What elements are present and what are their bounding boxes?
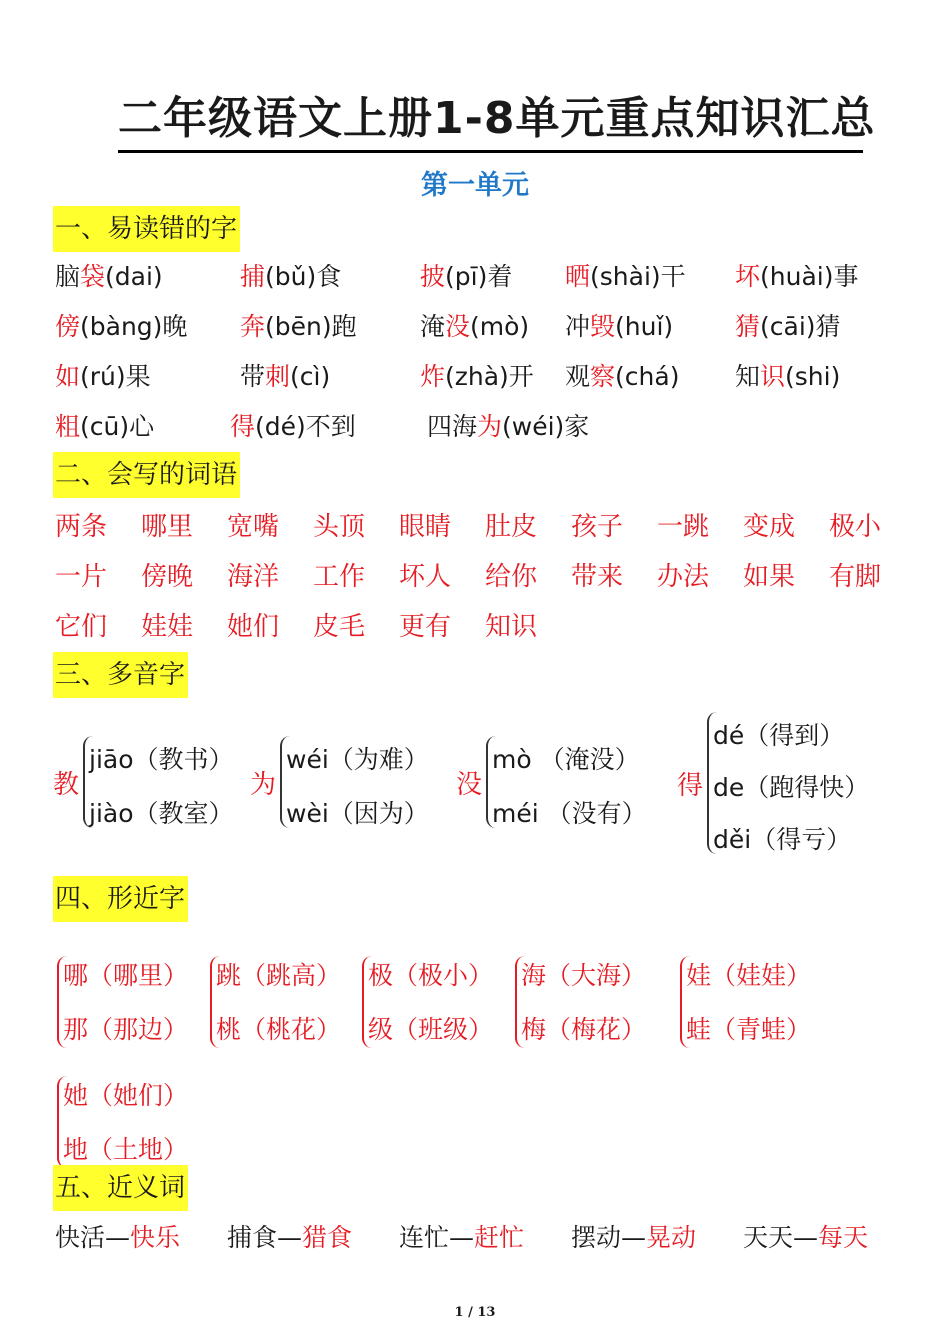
misread-pinyin: (shi) (785, 362, 841, 391)
polyphone-char: 教 (53, 770, 80, 800)
word-item: 工作 (313, 562, 366, 592)
misread-char: 捕 (240, 262, 266, 291)
misread-char: 奔 (240, 312, 266, 341)
synonym-match: 晃动 (646, 1223, 697, 1252)
misread-item (565, 252, 686, 302)
similar-char-item: 海（大海） (521, 961, 647, 990)
misread-item (735, 252, 858, 302)
word-item: 坏人 (399, 562, 452, 592)
misread-pinyin: (huǐ) (615, 312, 674, 341)
similar-char-item: 级（班级） (368, 1015, 494, 1044)
misread-char: 猜 (735, 312, 761, 341)
word-item: 孩子 (571, 512, 624, 542)
misread-item (427, 402, 589, 452)
misread-prefix: 淹 (420, 312, 446, 341)
word-item: 办法 (657, 562, 710, 592)
misread-pinyin: (bēn)跑 (265, 312, 357, 341)
misread-prefix: 脑 (55, 262, 81, 291)
polyphone-char: 为 (250, 770, 277, 800)
misread-item (55, 302, 187, 352)
word-item: 皮毛 (313, 612, 366, 642)
word-item: 两条 (55, 512, 108, 542)
misread-char: 披 (420, 262, 446, 291)
section-heading-similar: 四、形近字 (53, 876, 188, 922)
synonym-word: 天天— (743, 1223, 819, 1252)
misread-pinyin: (wéi)家 (502, 412, 590, 441)
synonym-match: 赶忙 (474, 1223, 525, 1252)
word-item: 海洋 (227, 562, 280, 592)
misread-char: 察 (590, 362, 616, 391)
polyphone-reading: de（跑得快） (713, 773, 870, 802)
synonym-word: 捕食— (227, 1223, 303, 1252)
synonym-item (743, 1213, 868, 1263)
misread-prefix: 冲 (565, 312, 591, 341)
polyphone-reading: děi（得亏） (713, 825, 852, 854)
misread-char: 没 (445, 312, 471, 341)
misread-prefix: 观 (565, 362, 591, 391)
similar-char-item: 她（她们） (63, 1081, 189, 1110)
word-item: 娃娃 (141, 612, 194, 642)
misread-pinyin: (cì) (290, 362, 331, 391)
word-item: 变成 (743, 512, 796, 542)
similar-char-item: 蛙（青蛙） (686, 1015, 812, 1044)
misread-pinyin: (dai) (105, 262, 163, 291)
similar-char-item: 哪（哪里） (63, 961, 189, 990)
misread-item (735, 352, 840, 402)
misread-char: 炸 (420, 362, 446, 391)
unit-heading: 第一单元 (421, 170, 529, 201)
misread-pinyin: (shài)干 (590, 262, 686, 291)
polyphone-reading: wèi（因为） (286, 799, 429, 828)
synonym-item (399, 1213, 524, 1263)
synonym-word: 快活— (55, 1223, 131, 1252)
section-heading-synonyms: 五、近义词 (53, 1165, 188, 1211)
synonym-item (55, 1213, 180, 1263)
misread-item (565, 302, 673, 352)
word-item: 极小 (829, 512, 882, 542)
word-item: 宽嘴 (227, 512, 280, 542)
word-item: 肚皮 (485, 512, 538, 542)
misread-char: 为 (477, 412, 503, 441)
misread-char: 毁 (590, 312, 616, 341)
misread-char: 粗 (55, 412, 81, 441)
word-item: 给你 (485, 562, 538, 592)
word-item: 她们 (227, 612, 280, 642)
misread-item (565, 352, 679, 402)
word-item: 一片 (55, 562, 108, 592)
misread-pinyin: (cū)心 (80, 412, 155, 441)
misread-pinyin: (mò) (470, 312, 530, 341)
misread-item (735, 302, 841, 352)
misread-char: 刺 (265, 362, 291, 391)
misread-char: 识 (760, 362, 786, 391)
word-item: 傍晚 (141, 562, 194, 592)
misread-item (240, 352, 330, 402)
synonym-match: 快乐 (130, 1223, 181, 1252)
misread-prefix: 带 (240, 362, 266, 391)
misread-char: 坏 (735, 262, 761, 291)
synonym-word: 连忙— (399, 1223, 475, 1252)
polyphone-reading: jiāo（教书） (89, 745, 234, 774)
misread-item (420, 252, 512, 302)
page-number: 1 / 13 (454, 1305, 496, 1320)
misread-item (55, 402, 154, 452)
misread-item (420, 352, 534, 402)
word-item: 有脚 (829, 562, 882, 592)
misread-pinyin: (bàng)晚 (80, 312, 188, 341)
synonym-match: 每天 (818, 1223, 869, 1252)
similar-char-item: 那（那边） (63, 1015, 189, 1044)
word-item: 哪里 (141, 512, 194, 542)
polyphone-reading: dé（得到） (713, 721, 845, 750)
misread-char: 袋 (80, 262, 106, 291)
word-item: 如果 (743, 562, 796, 592)
misread-item (55, 352, 151, 402)
word-item: 头顶 (313, 512, 366, 542)
word-item: 更有 (399, 612, 452, 642)
synonym-item (571, 1213, 696, 1263)
misread-pinyin: (pī)着 (445, 262, 513, 291)
misread-pinyin: (zhà)开 (445, 362, 534, 391)
misread-item (420, 302, 529, 352)
misread-pinyin: (huài)事 (760, 262, 859, 291)
polyphone-char: 得 (677, 771, 704, 801)
similar-char-item: 梅（梅花） (521, 1015, 647, 1044)
misread-char: 晒 (565, 262, 591, 291)
misread-char: 傍 (55, 312, 81, 341)
document-title: 二年级语文上册1-8单元重点知识汇总 (118, 88, 863, 153)
misread-pinyin: (cāi)猜 (760, 312, 841, 341)
polyphone-char: 没 (456, 770, 483, 800)
misread-pinyin: (chá) (615, 362, 680, 391)
misread-item (230, 402, 356, 452)
misread-char: 如 (55, 362, 81, 391)
similar-char-item: 地（土地） (63, 1135, 189, 1164)
similar-char-item: 桃（桃花） (216, 1015, 342, 1044)
section-heading-misread: 一、易读错的字 (53, 206, 240, 252)
similar-char-item: 娃（娃娃） (686, 961, 812, 990)
misread-pinyin: (rú)果 (80, 362, 151, 391)
section-heading-polyphones: 三、多音字 (53, 652, 188, 698)
word-item: 知识 (485, 612, 538, 642)
polyphone-reading: mò （淹没） (492, 745, 640, 774)
polyphone-reading: méi （没有） (492, 799, 647, 828)
polyphone-reading: jiào（教室） (89, 799, 234, 828)
word-item: 一跳 (657, 512, 710, 542)
word-item: 眼睛 (399, 512, 452, 542)
synonym-item (227, 1213, 352, 1263)
similar-char-item: 跳（跳高） (216, 961, 342, 990)
word-item: 带来 (571, 562, 624, 592)
misread-char: 得 (230, 412, 256, 441)
polyphone-reading: wéi（为难） (286, 745, 429, 774)
misread-prefix: 知 (735, 362, 761, 391)
misread-item (240, 252, 341, 302)
word-item: 它们 (55, 612, 108, 642)
misread-pinyin: (bǔ)食 (265, 262, 342, 291)
misread-pinyin: (dé)不到 (255, 412, 356, 441)
misread-item (55, 252, 163, 302)
section-heading-words: 二、会写的词语 (53, 452, 240, 498)
misread-prefix: 四海 (427, 412, 478, 441)
synonym-word: 摆动— (571, 1223, 647, 1252)
similar-char-item: 极（极小） (368, 961, 494, 990)
misread-item (240, 302, 357, 352)
synonym-match: 猎食 (302, 1223, 353, 1252)
